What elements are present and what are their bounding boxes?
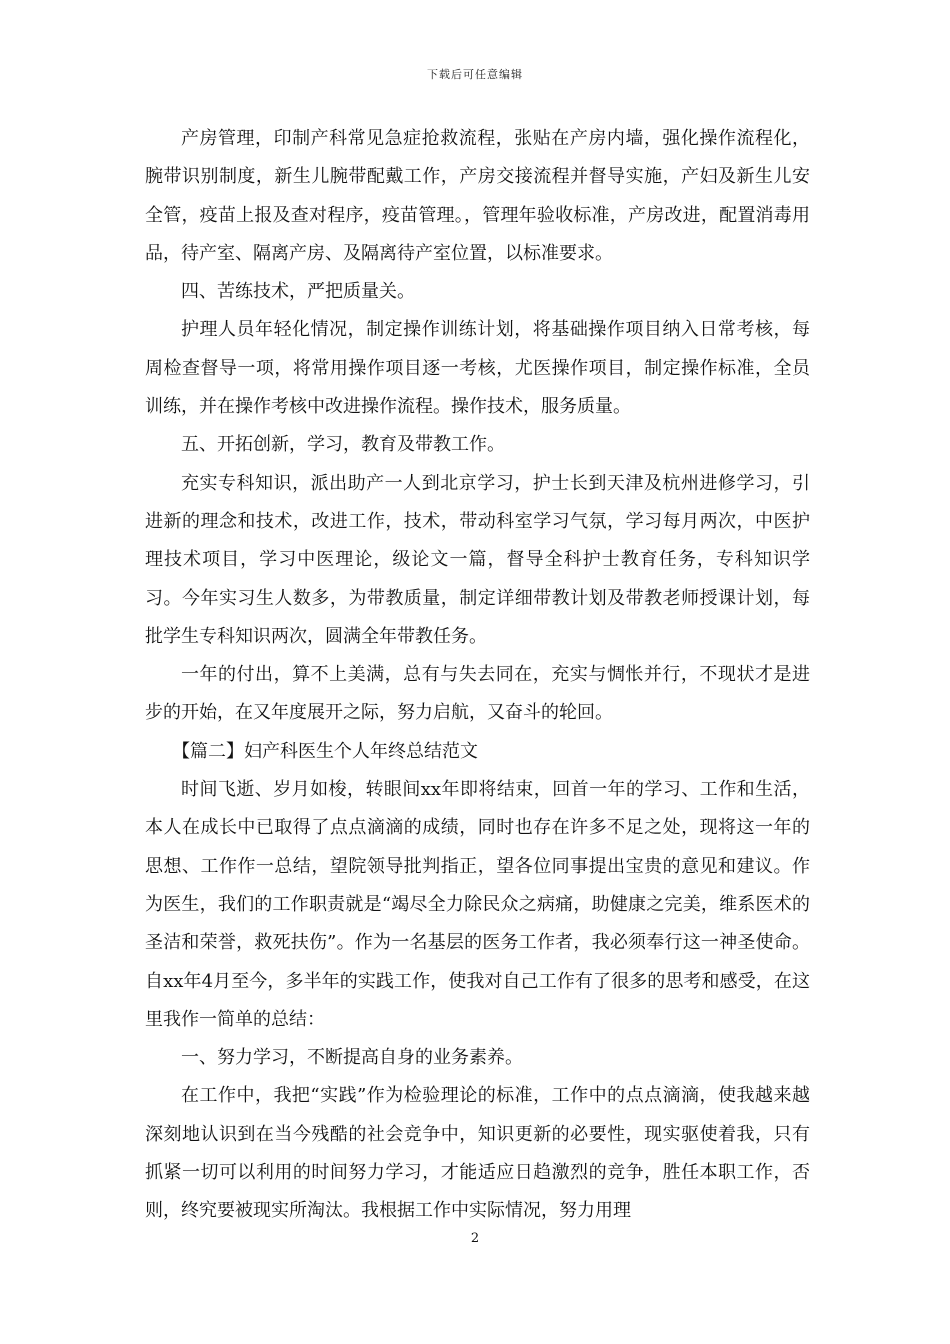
paragraph-training-plan: 护理人员年轻化情况，制定操作训练计划，将基础操作项目纳入日常考核，每周检查督导一项，将常用操作项目逐一考核，尤医操作项目，制定操作标准，全员训练，并在操作考核中改进操作流程。操作技术，服务质量。 — [145, 319, 810, 418]
page-number: 2 — [470, 1231, 480, 1246]
article-title-part-two: 【篇二】妇产科医生个人年终总结范文 — [172, 740, 478, 762]
paragraph-year-summary: 一年的付出，算不上美满，总有与失去同在，充实与惆怅并行，不现状才是进步的开始，在又年度展开之际，努力启航，又奋斗的轮回。 — [145, 664, 810, 724]
section-heading-skills: 四、苦练技术，严把质量关。 — [181, 281, 415, 303]
paragraph-practice: 在工作中，我把“实践”作为检验理论的标准，工作中的点点滴滴，使我越来越深刻地认识到在当今残酷的社会竞争中，知识更新的必要性，现实驱使着我，只有抓紧一切可以利用的时间努力学习，才能适应日趋激烈的竞争，胜任本职工作，否则，终究要被现实所淘汰。我根据工作中实际情况，努力用理 — [145, 1085, 810, 1222]
paragraph-introduction: 时间飞逝、岁月如梭，转眼间xx年即将结束，回首一年的学习、工作和生活，本人在成长中已取得了点点滴滴的成绩，同时也存在许多不足之处，现将这一年的思想、工作作一总结，望院领导批判指正，望各位同事提出宝贵的意见和建议。作为医生，我们的工作职责就是“竭尽全力除民众之病痛，助健康之完美，维系医术的圣洁和荣誉，救死扶伤”。作为一名基层的医务工作者，我必须奉行这一神圣使命。自xx年4月至今，多半年的实践工作，使我对自己工作有了很多的思考和感受，在这里我作一简单的总结： — [145, 779, 810, 1030]
paragraph-delivery-room-management: 产房管理，印制产科常见急症抢救流程，张贴在产房内墙，强化操作流程化，腕带识别制度，新生儿腕带配戴工作，产房交接流程并督导实施，产妇及新生儿安全管，疫苗上报及查对程序，疫苗管理。，管理年验收标准，产房改进，配置消毒用品，待产室、隔离产房、及隔离待产室位置，以标准要求。 — [145, 128, 810, 264]
section-heading-innovation: 五、开拓创新，学习，教育及带教工作。 — [181, 434, 505, 456]
page-header: 下载后可任意编辑 — [427, 68, 523, 81]
paragraph-specialty-knowledge: 充实专科知识，派出助产一人到北京学习，护士长到天津及杭州进修学习，引进新的理念和技术，改进工作，技术，带动科室学习气氛，学习每月两次，中医护理技术项目，学习中医理论，级论文一篇，督导全科护士教育任务，专科知识学习。今年实习生人数多，为带教质量，制定详细带教计划及带教老师授课计划，每批学生专科知识两次，圆满全年带教任务。 — [145, 472, 810, 647]
document-body — [145, 120, 810, 1231]
section-heading-study: 一、努力学习，不断提高自身的业务素养。 — [181, 1047, 523, 1069]
